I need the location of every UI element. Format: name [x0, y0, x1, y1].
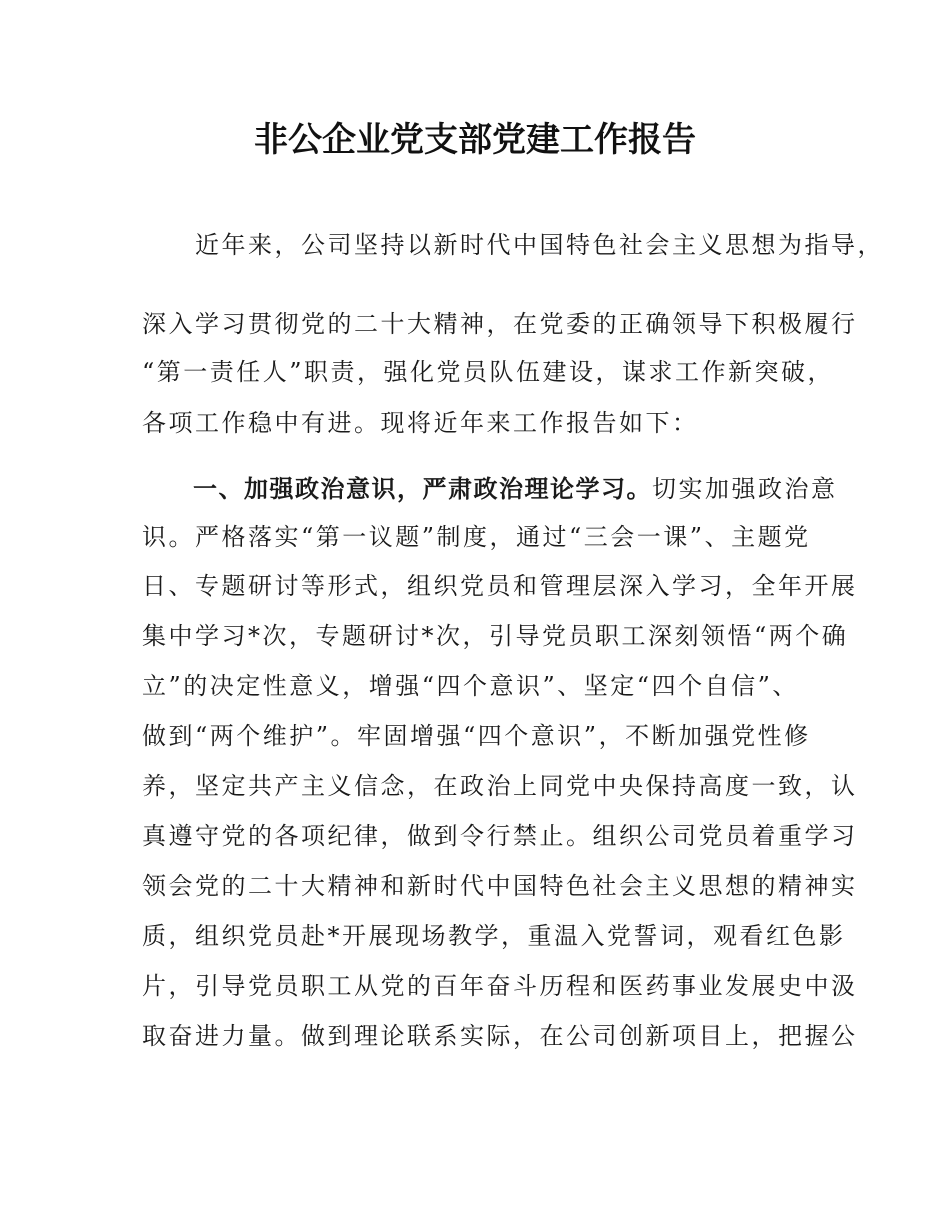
section-1-first-line	[142, 473, 838, 505]
body-line: 领会党的二十大精神和新时代中国特色社会主义思想的精神实	[142, 872, 858, 900]
intro-line: “第一责任人”职责，强化党员队伍建设，谋求工作新突破，	[142, 358, 835, 386]
body-line: 养，坚定共产主义信念，在政治上同党中央保持高度一致，认	[142, 772, 858, 800]
intro-line: 深入学习贯彻党的二十大精神，在党委的正确领导下积极履行	[142, 310, 858, 338]
body-line: 真遵守党的各项纪律，做到令行禁止。组织公司党员着重学习	[142, 822, 858, 850]
document-title: 非公企业党支部党建工作报告	[254, 120, 696, 160]
body-line: 集中学习*次，专题研讨*次，引导党员职工深刻领悟“两个确	[142, 622, 849, 650]
section-1-heading: 一、加强政治意识，严肃政治理论学习。	[142, 475, 652, 503]
body-line: 识。严格落实“第一议题”制度，通过“三会一课”、主题党	[142, 523, 811, 551]
section-1-first-line-rest: 切实加强政治意	[652, 475, 838, 503]
intro-line: 近年来，公司坚持以新时代中国特色社会主义思想为指导，	[142, 231, 884, 259]
body-line: 做到“两个维护”。牢固增强“四个意识”，不断加强党性修	[142, 722, 811, 750]
body-line: 质，组织党员赴*开展现场教学，重温入党誓词，观看红色影	[142, 922, 846, 950]
body-line: 日、专题研讨等形式，组织党员和管理层深入学习，全年开展	[142, 572, 858, 600]
body-line: 片，引导党员职工从党的百年奋斗历程和医药事业发展史中汲	[142, 972, 858, 1000]
body-line: 取奋进力量。做到理论联系实际，在公司创新项目上，把握公	[142, 1022, 858, 1050]
body-line: 立”的决定性意义，增强“四个意识”、坚定“四个自信”、	[142, 672, 799, 700]
intro-line: 各项工作稳中有进。现将近年来工作报告如下：	[142, 409, 699, 437]
